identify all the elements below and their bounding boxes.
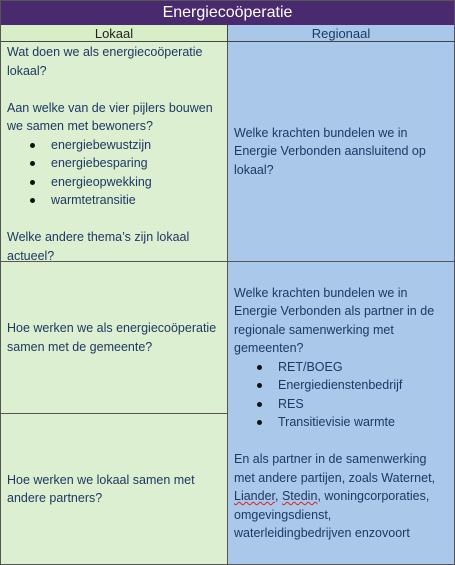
cell-lokaal-row1 bbox=[1, 42, 228, 262]
question-pijlers: Aan welke van de vier pijlers bouwen we samen met bewoners? bbox=[7, 100, 213, 133]
list-item: energieopwekking bbox=[51, 173, 221, 192]
partner-liander: Liander bbox=[234, 489, 276, 503]
cell-lokaal-row2 bbox=[1, 262, 228, 414]
partners-separator: , bbox=[275, 489, 282, 503]
table-title: Energiecoöperatie bbox=[1, 1, 454, 25]
pillar-list bbox=[7, 136, 221, 210]
column-header-regionaal: Regionaal bbox=[228, 25, 454, 42]
list-item: energiebewustzijn bbox=[51, 136, 221, 155]
question-krachten-regionaal: Welke krachten bundelen we in Energie Verbonden als partner in de regionale samenwerking met gemeenten? bbox=[234, 285, 435, 355]
list-item: RET/BOEG bbox=[278, 358, 448, 377]
cell-regionaal-row2 bbox=[228, 262, 454, 564]
list-item: Energiedienstenbedrijf bbox=[278, 376, 448, 395]
partners-text-b: , woningcorporaties, omgevingsdienst, waterleidingbedrijven enzovoort bbox=[234, 489, 430, 540]
list-item: warmtetransitie bbox=[51, 191, 221, 210]
cell-lokaal-row3 bbox=[1, 414, 228, 564]
question-lokaal-wat: Wat doen we als energiecoöperatie lokaal? bbox=[7, 45, 203, 78]
question-krachten-lokaal: Welke krachten bundelen we in Energie Verbonden aansluitend op lokaal? bbox=[234, 125, 426, 177]
regional-list bbox=[234, 358, 448, 432]
cell-regionaal-row1 bbox=[228, 42, 454, 262]
list-item: energiebesparing bbox=[51, 154, 221, 173]
list-item: Transitievisie warmte bbox=[278, 413, 448, 432]
question-gemeente: Hoe werken we als energiecoöperatie samen met de gemeente? bbox=[7, 321, 217, 354]
question-themas: Welke andere thema’s zijn lokaal actueel? bbox=[7, 230, 190, 263]
list-item: RES bbox=[278, 395, 448, 414]
partners-paragraph bbox=[234, 450, 448, 543]
question-partners: Hoe werken we lokaal samen met andere partners? bbox=[7, 472, 195, 505]
column-header-lokaal: Lokaal bbox=[1, 25, 228, 42]
partner-stedin: Stedin bbox=[281, 489, 318, 503]
partners-text-a: En als partner in de samenwerking met andere partijen, zoals Waternet, bbox=[234, 452, 436, 485]
